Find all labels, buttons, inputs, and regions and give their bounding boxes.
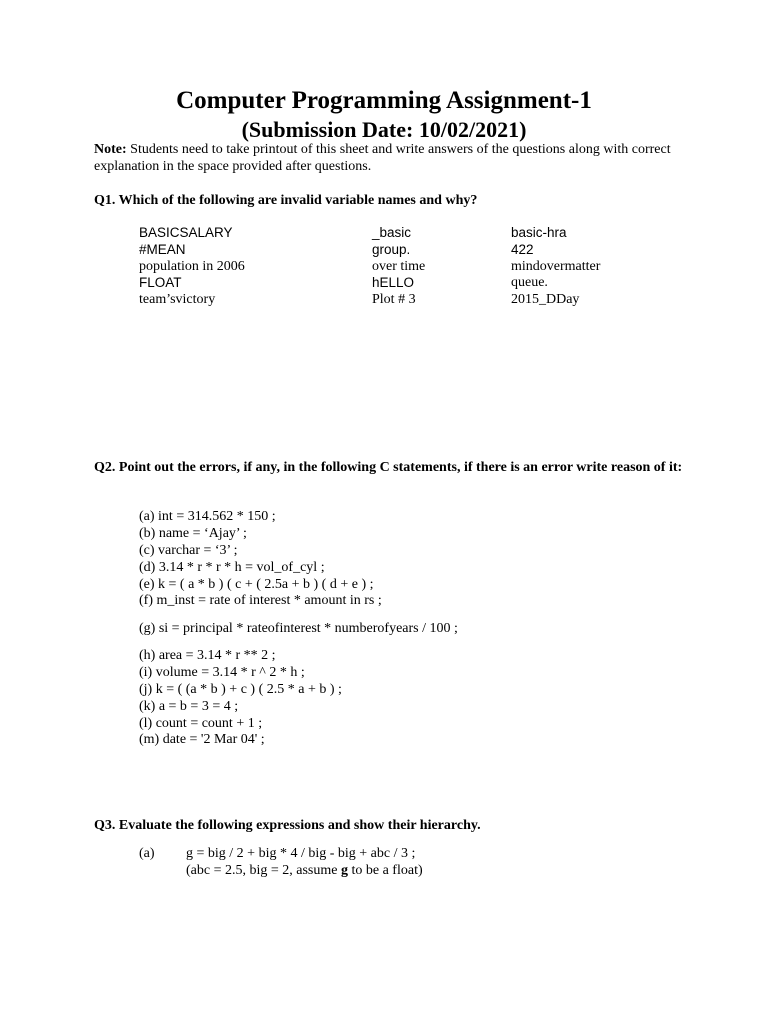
list-item: (e) k = ( a * b ) ( c + ( 2.5a + b ) ( d + e ) ; [139,576,374,592]
list-item: (g) si = principal * rateofinterest * numberofyears / 100 ; [139,621,458,636]
list-item: (c) varchar = ‘3’ ; [139,542,238,558]
list-item: (l) count = count + 1 ; [139,715,263,731]
q2-statements-group-2 [139,648,342,749]
table-cell: group. [372,241,411,257]
q3-item-label: (a) [139,846,155,861]
q1-heading: Q1. Which of the following are invalid variable names and why? [94,193,478,208]
submission-date: (Submission Date: 10/02/2021) [241,117,527,142]
q3-condition-var: g [340,863,348,878]
note-label: Note: [94,142,127,157]
q2-statements-group-1 [139,509,382,610]
table-cell: mindovermatter [511,258,601,274]
list-item: (i) volume = 3.14 * r ^ 2 * h ; [139,664,305,680]
list-item: (f) m_inst = rate of interest * amount in rs ; [139,593,382,609]
q2-heading: Q2. Point out the errors, if any, in the following C statements, if there is an error write reason of it: [94,460,683,475]
q3-heading: Q3. Evaluate the following expressions and show their hierarchy. [94,818,481,833]
table-cell: BASICSALARY [139,225,233,240]
list-item: (h) area = 3.14 * r ** 2 ; [139,648,276,663]
list-item: (k) a = b = 3 = 4 ; [139,698,239,714]
table-cell: queue. [511,275,548,291]
note-text: Students need to take printout of this sheet and write answers of the questions along with correct explanation in the space provided after questions. [94,142,671,174]
table-cell: population in 2006 [139,258,245,274]
table-cell: hELLO [372,275,415,291]
table-cell: basic-hra [511,225,567,240]
page-title: Computer Programming Assignment-1 [176,87,592,114]
list-item: (m) date = '2 Mar 04' ; [139,732,265,748]
note-paragraph [94,141,694,175]
table-cell: 2015_DDay [511,292,580,308]
list-item: (d) 3.14 * r * r * h = vol_of_cyl ; [139,559,325,575]
q3-condition-suffix: to be a float) [347,863,423,878]
table-cell: Plot # 3 [372,292,416,308]
table-cell: 422 [511,241,534,257]
list-item: (a) int = 314.562 * 150 ; [139,509,276,524]
table-cell: FLOAT [139,275,182,291]
q2-statement-g [139,621,458,638]
q3-expression: g = big / 2 + big * 4 / big - big + abc / 3 ; [186,846,416,861]
table-cell: _basic [372,225,412,240]
table-cell: over time [372,258,426,274]
q3-condition-prefix: (abc = 2.5, big = 2, assume [186,863,341,878]
q3-condition [186,862,423,879]
table-cell: #MEAN [139,241,186,257]
list-item: (j) k = ( (a * b ) + c ) ( 2.5 * a + b ) ; [139,681,342,697]
list-item: (b) name = ‘Ajay’ ; [139,525,247,541]
table-cell: team’svictory [139,292,216,308]
